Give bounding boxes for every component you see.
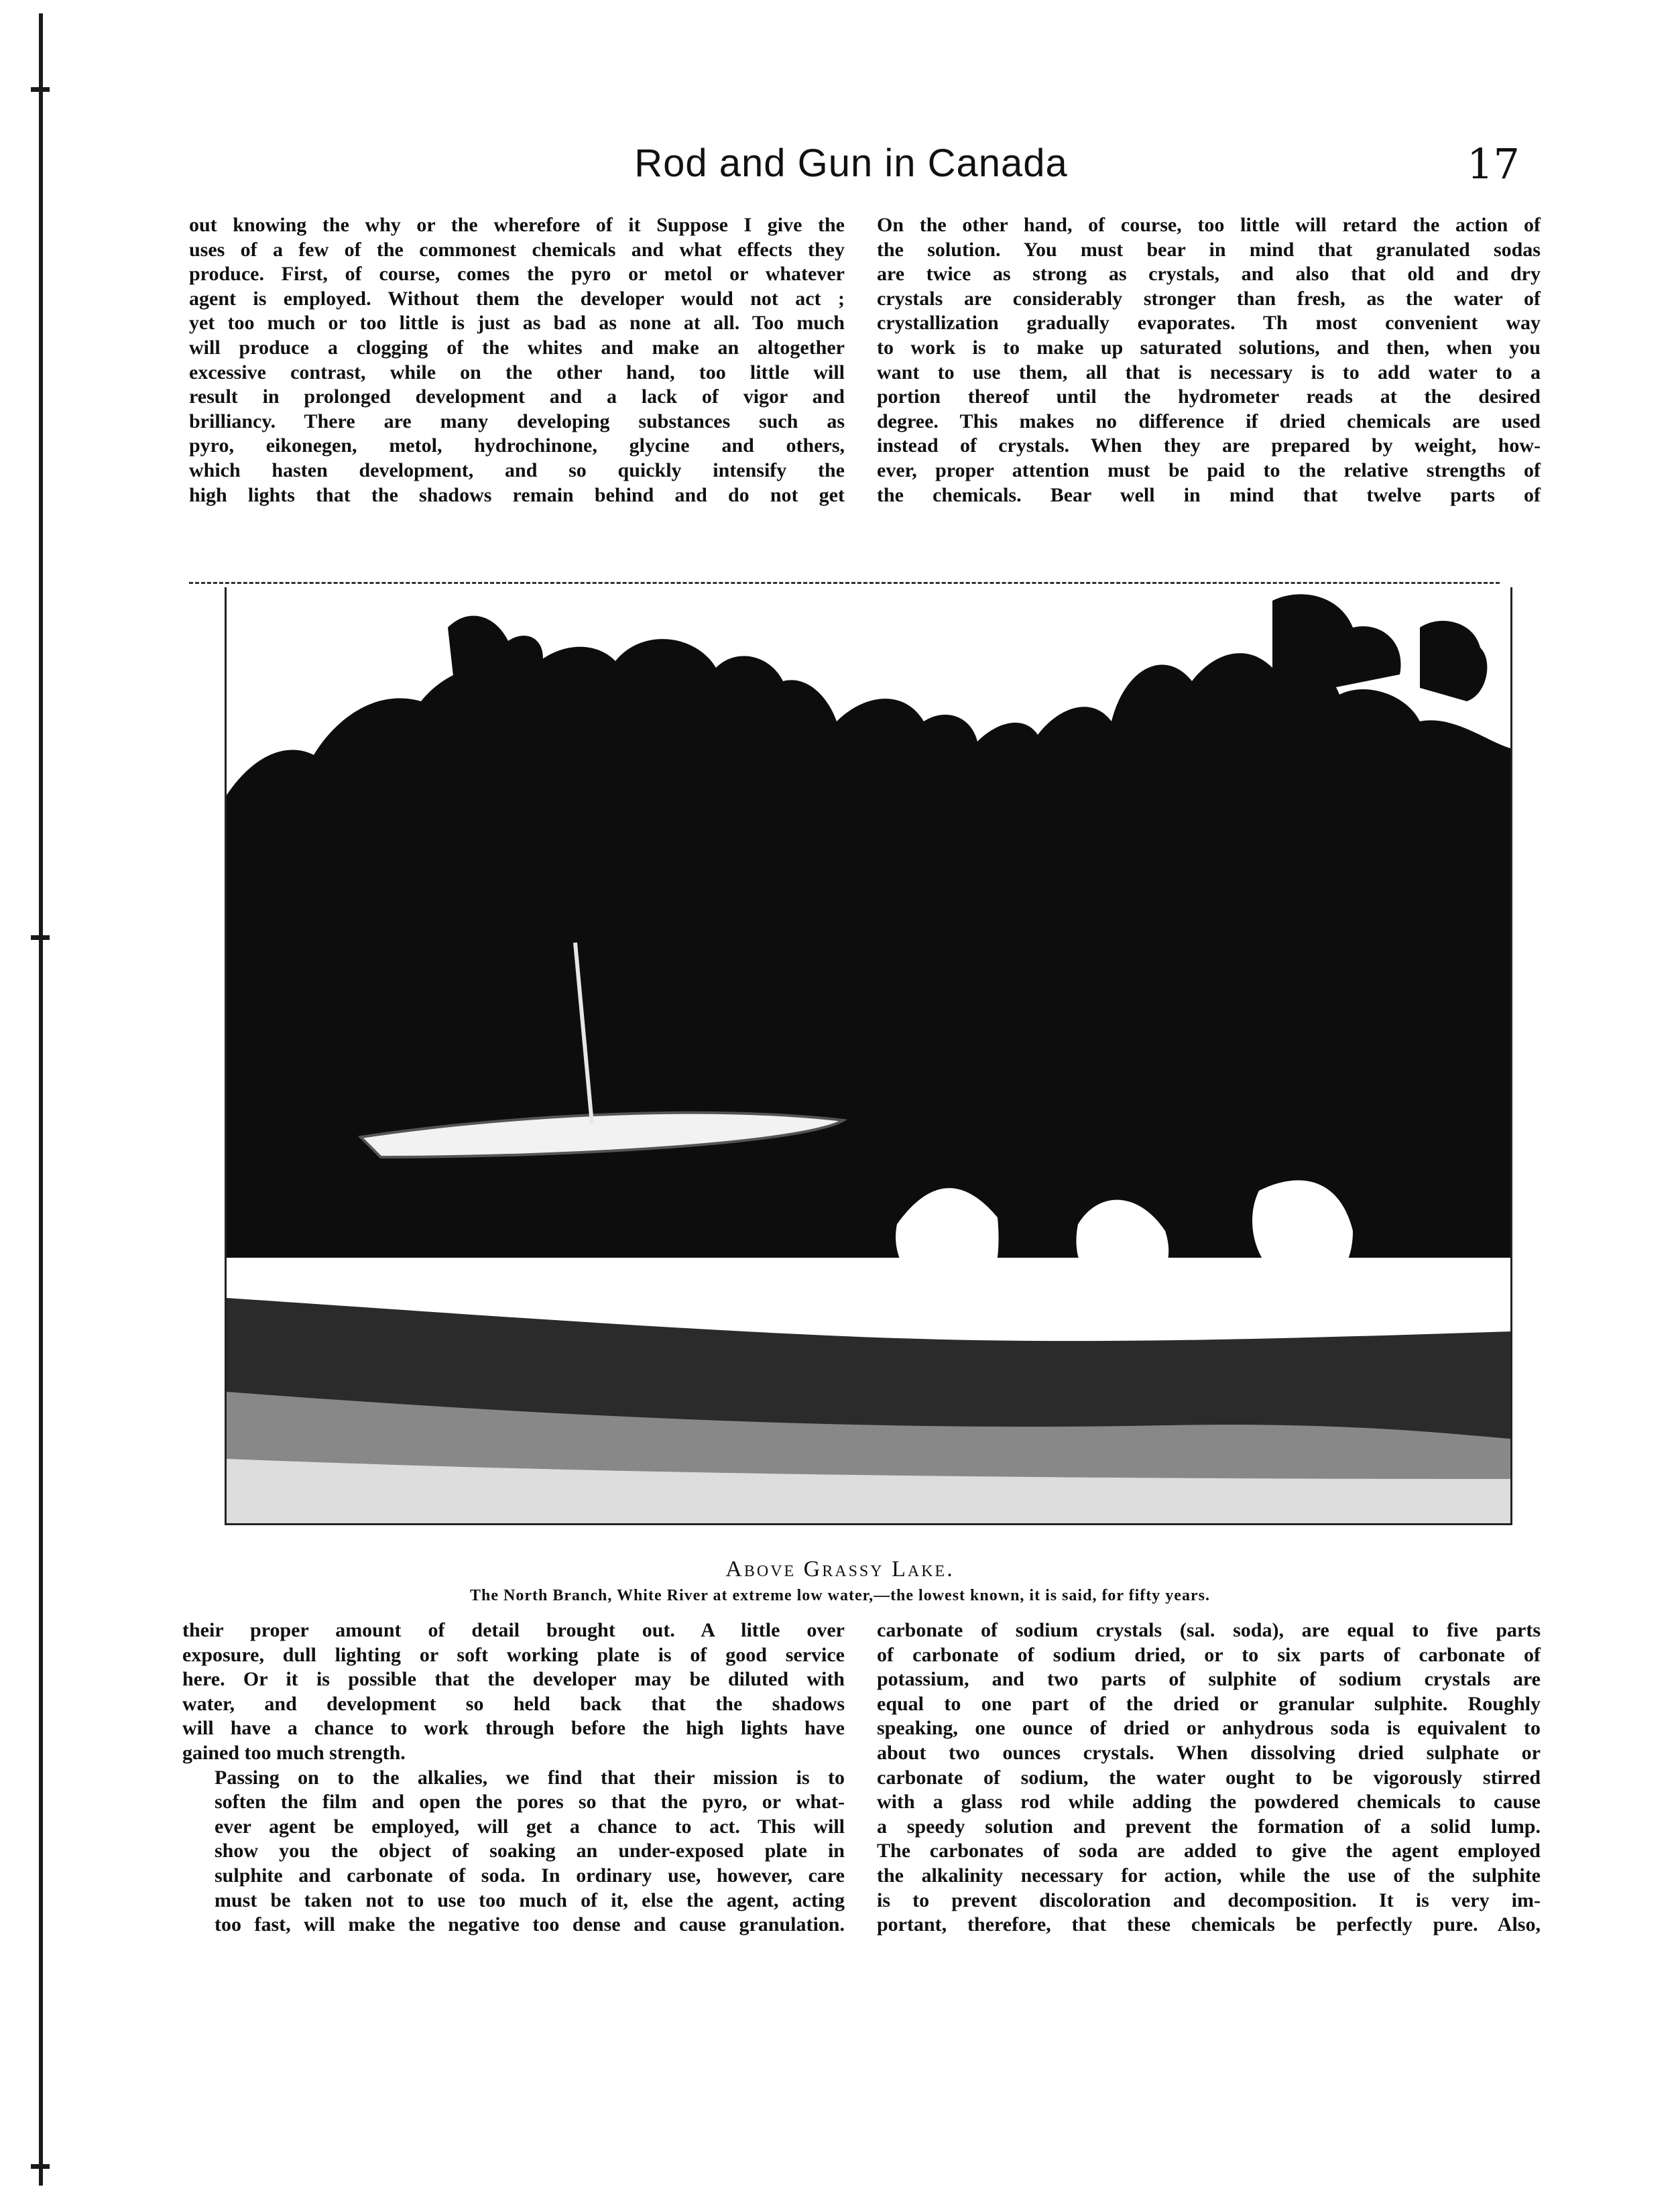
margin-tick [31, 2164, 50, 2169]
text-line: to work is to make up saturated solutions, and then, when you [877, 336, 1541, 359]
text-line: will have a chance to work through before the high lights have [182, 1717, 845, 1740]
text-line: crystals are considerably stronger than fresh, as the water of [877, 287, 1541, 310]
section-divider [189, 582, 1500, 584]
text-line: which hasten development, and so quickly intensify the [189, 459, 845, 481]
photo-caption-subtitle: The North Branch, White River at extreme low water,—the lowest known, it is said, for fifty years. [470, 1587, 1210, 1604]
text-line: out knowing the why or the wherefore of it Suppose I give the [189, 214, 845, 236]
text-line: the solution. You must bear in mind that granulated sodas [877, 238, 1541, 261]
margin-tick [31, 935, 50, 940]
text-line: must be taken not to use too much of it, else the agent, acting [215, 1889, 845, 1911]
top-right-column [877, 213, 1541, 508]
text-line: the chemicals. Bear well in mind that twelve parts of [877, 483, 1541, 506]
text-line: too fast, will make the negative too dense and cause granulation. [215, 1913, 845, 1936]
paragraph [182, 1618, 845, 1766]
text-line: soften the film and open the pores so that the pyro, or what- [215, 1791, 845, 1814]
margin-tick [31, 87, 50, 92]
bottom-right-column [877, 1618, 1541, 1938]
lake-photo-image [227, 587, 1510, 1523]
text-line: yet too much or too little is just as bad as none at all. Too much [189, 312, 845, 335]
top-left-column [189, 213, 845, 508]
text-line: result in prolonged development and a lack of vigor and [189, 385, 845, 408]
margin-rule [39, 13, 43, 2186]
page-number: 17 [1467, 139, 1520, 188]
text-line: produce. First, of course, comes the pyro or metol or whatever [189, 263, 845, 286]
text-line: is to prevent discoloration and decomposition. It is very im- [877, 1889, 1541, 1911]
text-line: will produce a clogging of the whites and make an altogether [189, 336, 845, 359]
text-line: potassium, and two parts of sulphite of sodium crystals are [877, 1668, 1541, 1691]
text-line: Passing on to the alkalies, we find that their mission is to [215, 1766, 845, 1789]
text-line: instead of crystals. When they are prepared by weight, how- [877, 434, 1541, 457]
text-line: degree. This makes no difference if dried chemicals are used [877, 410, 1541, 432]
text-line: uses of a few of the commonest chemicals and what effects they [189, 238, 845, 261]
page-title: Rod and Gun in Canada [634, 141, 1068, 185]
text-line: with a glass rod while adding the powdered chemicals to cause [877, 1791, 1541, 1814]
photo-caption-title: Above Grassy Lake. [725, 1557, 955, 1582]
text-line: ever, proper attention must be paid to the relative strengths of [877, 459, 1541, 481]
text-line: carbonate of sodium crystals (sal. soda), are equal to five parts [877, 1619, 1541, 1641]
text-line: the alkalinity necessary for action, while the use of the sulphite [877, 1864, 1541, 1887]
text-line: their proper amount of detail brought out. A little over [182, 1619, 845, 1641]
text-line: about two ounces crystals. When dissolving dried sulphate or [877, 1741, 1541, 1764]
text-line: a speedy solution and prevent the formation of a solid lump. [877, 1815, 1541, 1838]
text-line: carbonate of sodium, the water ought to be vigorously stirred [877, 1766, 1541, 1789]
text-line: brilliancy. There are many developing substances such as [189, 410, 845, 432]
text-line: here. Or it is possible that the developer may be diluted with [182, 1668, 845, 1691]
text-line: portion thereof until the hydrometer reads at the desired [877, 385, 1541, 408]
text-line: exposure, dull lighting or soft working plate is of good service [182, 1643, 845, 1666]
text-line: high lights that the shadows remain behind and do not get [189, 483, 845, 506]
text-line: gained too much strength. [182, 1741, 406, 1764]
text-line: agent is employed. Without them the developer would not act ; [189, 287, 845, 310]
text-line: excessive contrast, while on the other hand, too little will [189, 361, 845, 383]
text-line: show you the object of soaking an under-exposed plate in [215, 1840, 845, 1862]
text-line: equal to one part of the dried or granular sulphite. Roughly [877, 1692, 1541, 1715]
text-line: portant, therefore, that these chemicals be perfectly pure. Also, [877, 1913, 1541, 1936]
photograph [225, 587, 1512, 1525]
text-line: speaking, one ounce of dried or anhydrous soda is equivalent to [877, 1717, 1541, 1740]
text-line: are twice as strong as crystals, and also that old and dry [877, 263, 1541, 286]
bottom-left-column [182, 1618, 845, 1938]
page-header [182, 141, 1520, 194]
text-line: The carbonates of soda are added to give the agent employed [877, 1840, 1541, 1862]
text-line: of carbonate of sodium dried, or to six parts of carbonate of [877, 1643, 1541, 1666]
text-line: crystallization gradually evaporates. Th most convenient way [877, 312, 1541, 335]
text-line: ever agent be employed, will get a chance to act. This will [215, 1815, 845, 1838]
paragraph [182, 1766, 845, 1938]
text-line: want to use them, all that is necessary is to add water to a [877, 361, 1541, 383]
text-line: On the other hand, of course, too little will retard the action of [877, 214, 1541, 236]
text-line: pyro, eikonegen, metol, hydrochinone, glycine and others, [189, 434, 845, 457]
text-line: sulphite and carbonate of soda. In ordinary use, however, care [215, 1864, 845, 1887]
text-line: water, and development so held back that the shadows [182, 1692, 845, 1715]
